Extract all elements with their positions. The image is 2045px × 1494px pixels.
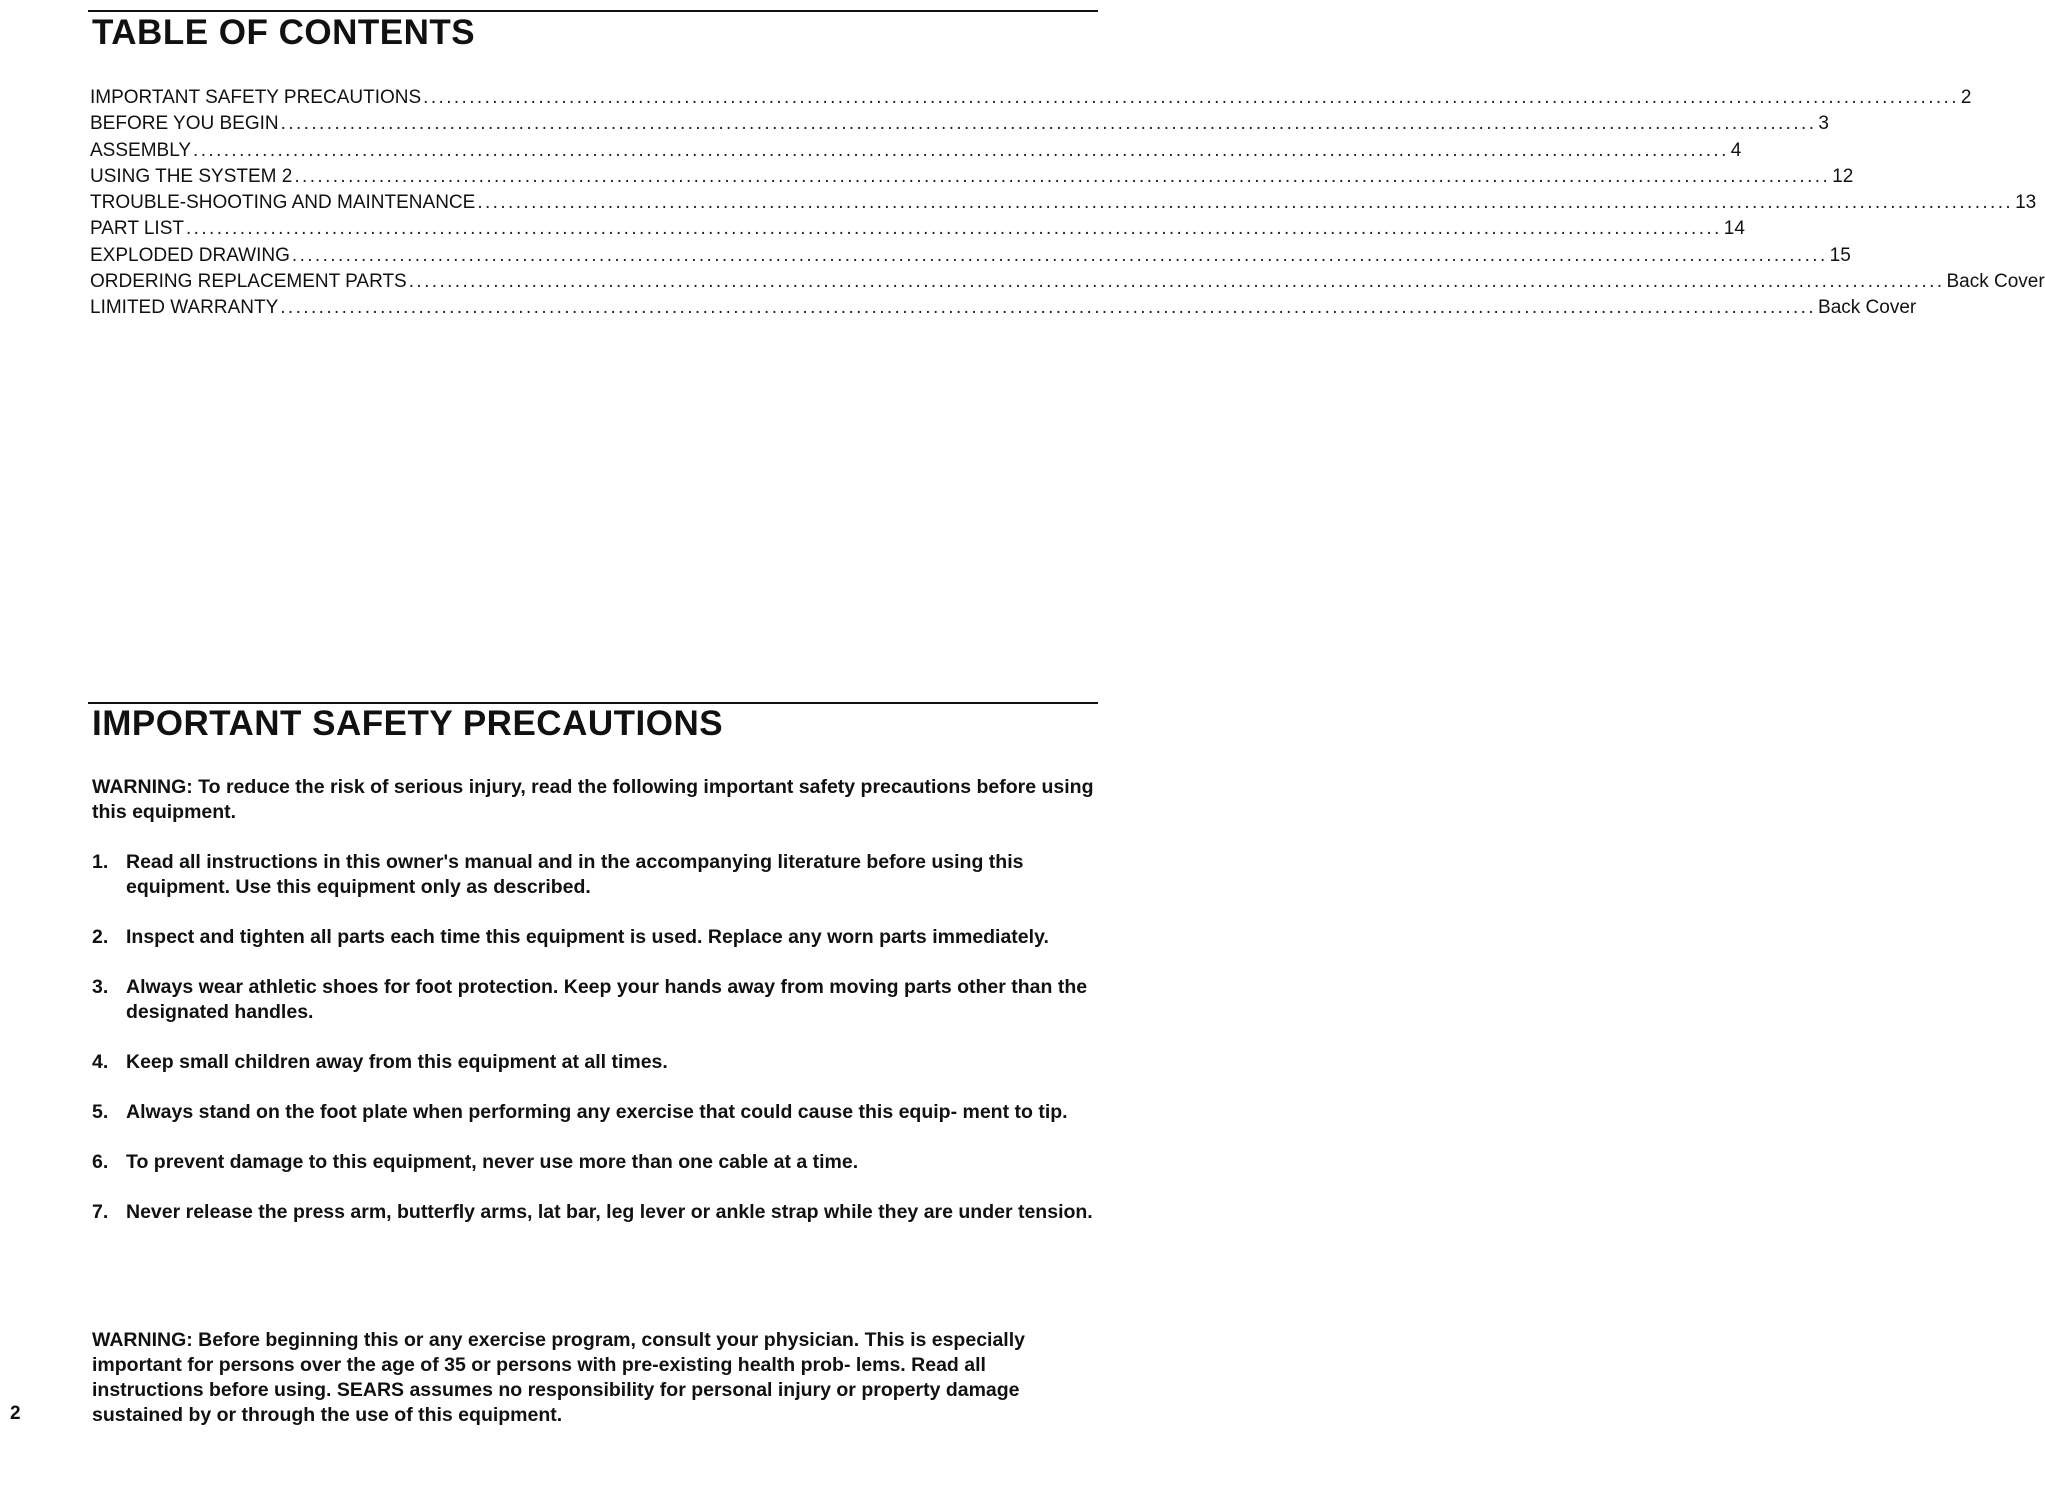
safety-title: IMPORTANT SAFETY PRECAUTIONS xyxy=(92,704,724,743)
toc-entry-page: 13 xyxy=(2015,192,2037,214)
toc-entry-label: EXPLODED DRAWING xyxy=(90,244,290,266)
toc-entry-label: ORDERING REPLACEMENT PARTS xyxy=(90,271,407,293)
toc-entry[interactable] xyxy=(90,164,1854,190)
toc-entry-label: BEFORE YOU BEGIN xyxy=(90,113,279,135)
toc-top-rule xyxy=(88,10,1098,12)
dot-leader: ........................................................................................................................................................................................................ xyxy=(423,87,1959,108)
safety-item xyxy=(92,850,1097,900)
safety-item-text: Never release the press arm, butterfly arms, lat bar, leg lever or ankle strap while they are under tension. xyxy=(126,1201,1093,1223)
toc-entry[interactable] xyxy=(90,243,1851,269)
safety-item-number: 2. xyxy=(92,926,109,948)
safety-item-number: 4. xyxy=(92,1051,109,1073)
dot-leader: ........................................................................................................................................................................................................ xyxy=(280,113,1817,135)
dot-leader: ........................................................................................................................................................................................................ xyxy=(477,192,2014,214)
dot-leader: ........................................................................................................................................................................................................ xyxy=(185,218,1722,240)
safety-item-number: 5. xyxy=(92,1101,109,1123)
toc-entry-page: 4 xyxy=(1730,139,1742,161)
toc-entry-label: USING THE SYSTEM 2 xyxy=(90,165,293,187)
page-number: 2 xyxy=(10,1403,21,1424)
toc-entry-page: 14 xyxy=(1723,218,1745,240)
safety-item-number: 1. xyxy=(92,851,109,873)
toc-entry[interactable] xyxy=(90,295,1917,321)
safety-item-text: Always wear athletic shoes for foot protection. Keep your hands away from moving parts other than the designated handles. xyxy=(126,976,1088,1023)
toc-entry[interactable] xyxy=(90,190,2037,216)
toc-entry-label: TROUBLE-SHOOTING AND MAINTENANCE xyxy=(90,192,476,214)
safety-item-text: Read all instructions in this owner's manual and in the accompanying literature before using this equipment. Use this equipment only as described. xyxy=(126,851,1024,898)
toc-entry-label: IMPORTANT SAFETY PRECAUTIONS xyxy=(90,87,422,108)
toc-entry-label: LIMITED WARRANTY xyxy=(90,297,279,319)
toc-title: TABLE OF CONTENTS xyxy=(92,13,476,52)
toc-entry-page: Back Cover xyxy=(1818,297,1917,319)
dot-leader: ........................................................................................................................................................................................................ xyxy=(291,244,1828,266)
dot-leader: ........................................................................................................................................................................................................ xyxy=(294,165,1831,187)
safety-item-text: Keep small children away from this equipment at all times. xyxy=(126,1051,668,1073)
safety-item-text: Always stand on the foot plate when performing any exercise that could cause this equip- ment to tip. xyxy=(126,1101,1068,1123)
safety-item xyxy=(92,1200,1097,1225)
toc-entry-page: 3 xyxy=(1818,113,1829,135)
toc-entry[interactable] xyxy=(90,85,1972,111)
dot-leader: ........................................................................................................................................................................................................ xyxy=(280,297,1817,319)
safety-item xyxy=(92,975,1097,1025)
dot-leader: ........................................................................................................................................................................................................ xyxy=(408,271,1945,293)
toc-entry-label: PART LIST xyxy=(90,218,184,240)
safety-item-number: 6. xyxy=(92,1151,109,1173)
toc-entry[interactable] xyxy=(90,269,2045,295)
safety-item xyxy=(92,1150,1097,1175)
safety-intro-warning: WARNING: To reduce the risk of serious injury, read the following important safety precautions before using this equipment. xyxy=(92,776,1094,823)
toc-entry[interactable] xyxy=(90,138,1742,164)
toc-list xyxy=(90,85,2045,322)
closing-warning: WARNING: Before beginning this or any exercise program, consult your physician. This is especially important for persons over the age of 35 or persons with pre-existing health prob- lems. Read all instructions before using. SEARS assumes no responsibility for personal injury or property damage sustained by or through the use of this equipment. xyxy=(92,1329,1025,1426)
toc-entry[interactable] xyxy=(90,216,1745,242)
safety-list xyxy=(92,850,1097,1250)
toc-entry-label: ASSEMBLY xyxy=(90,139,192,161)
safety-item-number: 3. xyxy=(92,976,109,998)
toc-entry[interactable] xyxy=(90,111,1829,137)
safety-item-text: Inspect and tighten all parts each time this equipment is used. Replace any worn parts immediately. xyxy=(126,926,1049,948)
dot-leader: ........................................................................................................................................................................................................ xyxy=(193,139,1729,161)
toc-entry-page: 15 xyxy=(1829,244,1851,266)
toc-entry-page: Back Cover xyxy=(1946,271,2045,293)
toc-entry-page: 12 xyxy=(1832,165,1854,187)
safety-item-text: To prevent damage to this equipment, never use more than one cable at a time. xyxy=(126,1151,859,1173)
toc-entry-page: 2 xyxy=(1960,87,1972,108)
safety-item-number: 7. xyxy=(92,1201,109,1223)
safety-item xyxy=(92,1100,1097,1125)
safety-item xyxy=(92,925,1097,950)
safety-item xyxy=(92,1050,1097,1075)
